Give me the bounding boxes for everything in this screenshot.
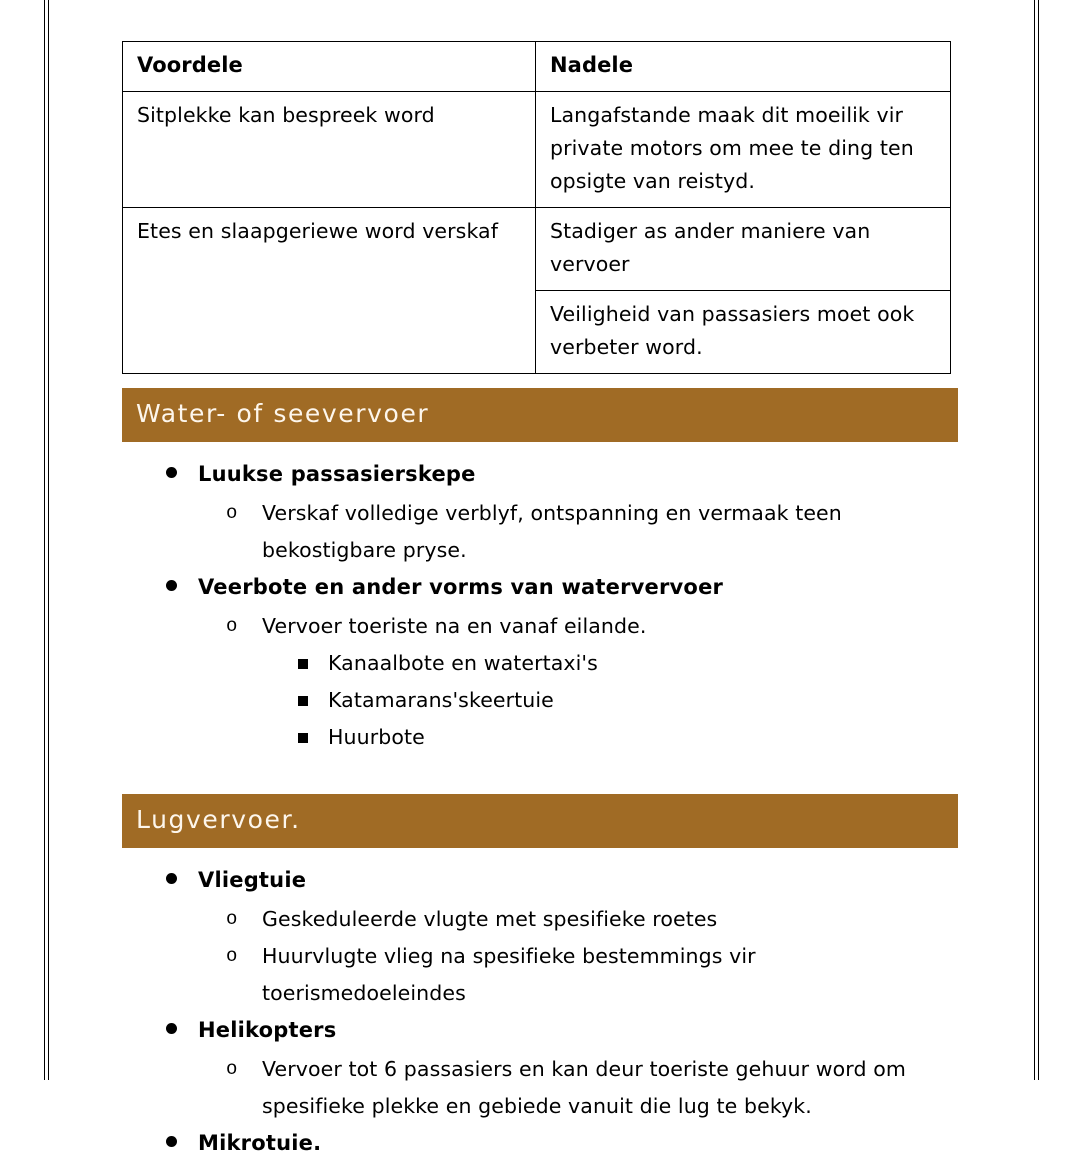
table-cell-disadvantage: Veiligheid van passasiers moet ook verbeter word.	[536, 291, 951, 374]
advantages-disadvantages-table	[122, 41, 951, 374]
table-cell-advantage: Etes en slaapgeriewe word verskaf	[123, 208, 536, 374]
table-header-disadvantages: Nadele	[536, 42, 951, 92]
list-item	[122, 938, 958, 1012]
list-item-label: Luukse passasierskepe	[198, 462, 476, 486]
table-row	[123, 208, 951, 291]
outline-list-air-transport	[122, 862, 958, 1162]
list-item	[122, 1012, 958, 1049]
list-item-label: Mikrotuie.	[198, 1131, 322, 1155]
list-item-label: Kanaalbote en watertaxi's	[328, 651, 598, 675]
bullet-circle-icon: o	[226, 945, 238, 967]
page-edge-rule-right-inner	[1038, 0, 1039, 1080]
list-item	[122, 456, 958, 493]
table-cell-disadvantage: Stadiger as ander maniere van vervoer	[536, 208, 951, 291]
bullet-disc-icon	[166, 580, 177, 591]
bullet-disc-icon	[166, 467, 177, 478]
bullet-disc-icon	[166, 1023, 177, 1034]
list-item-label: Vervoer toeriste na en vanaf eilande.	[262, 614, 647, 638]
list-item	[122, 1125, 958, 1162]
list-item	[122, 1051, 958, 1125]
outline-list-water-transport	[122, 456, 958, 756]
list-item	[122, 495, 958, 569]
table-header-advantages: Voordele	[123, 42, 536, 92]
list-item	[122, 645, 958, 682]
list-item-label: Vliegtuie	[198, 868, 307, 892]
page-edge-rule-right-outer	[1034, 0, 1035, 1080]
table-cell-disadvantage: Langafstande maak dit moeilik vir private motors om mee te ding ten opsigte van reistyd.	[536, 92, 951, 208]
bullet-square-icon	[298, 696, 308, 706]
bullet-circle-icon: o	[226, 502, 238, 524]
list-item-label: Verskaf volledige verblyf, ontspanning en vermaak teen bekostigbare pryse.	[262, 501, 842, 562]
bullet-square-icon	[298, 733, 308, 743]
table-header-row	[123, 42, 951, 92]
document-page	[122, 0, 958, 1155]
list-item	[122, 682, 958, 719]
list-item	[122, 569, 958, 606]
page-edge-rule-left-inner	[48, 0, 49, 1080]
list-item-label: Katamarans'skeertuie	[328, 688, 554, 712]
bullet-square-icon	[298, 659, 308, 669]
list-item	[122, 719, 958, 756]
table-cell-advantage: Sitplekke kan bespreek word	[123, 92, 536, 208]
section-heading-water-transport: Water- of seevervoer	[122, 388, 958, 442]
bullet-circle-icon: o	[226, 1058, 238, 1080]
bullet-disc-icon	[166, 1136, 177, 1147]
bullet-circle-icon: o	[226, 615, 238, 637]
section-heading-air-transport: Lugvervoer.	[122, 794, 958, 848]
list-item	[122, 901, 958, 938]
bullet-circle-icon: o	[226, 908, 238, 930]
table-row	[123, 92, 951, 208]
list-item-label: Helikopters	[198, 1018, 337, 1042]
list-item-label: Veerbote en ander vorms van watervervoer	[198, 575, 724, 599]
list-item-label: Huurvlugte vlieg na spesifieke bestemmings vir toerismedoeleindes	[262, 944, 756, 1005]
list-item-label: Geskeduleerde vlugte met spesifieke roetes	[262, 907, 718, 931]
list-item	[122, 608, 958, 645]
list-item-label: Vervoer tot 6 passasiers en kan deur toeriste gehuur word om spesifieke plekke en gebiede vanuit die lug te bekyk.	[262, 1057, 906, 1118]
list-item	[122, 862, 958, 899]
page-edge-rule-left-outer	[44, 0, 45, 1080]
bullet-disc-icon	[166, 873, 177, 884]
list-item-label: Huurbote	[328, 725, 425, 749]
